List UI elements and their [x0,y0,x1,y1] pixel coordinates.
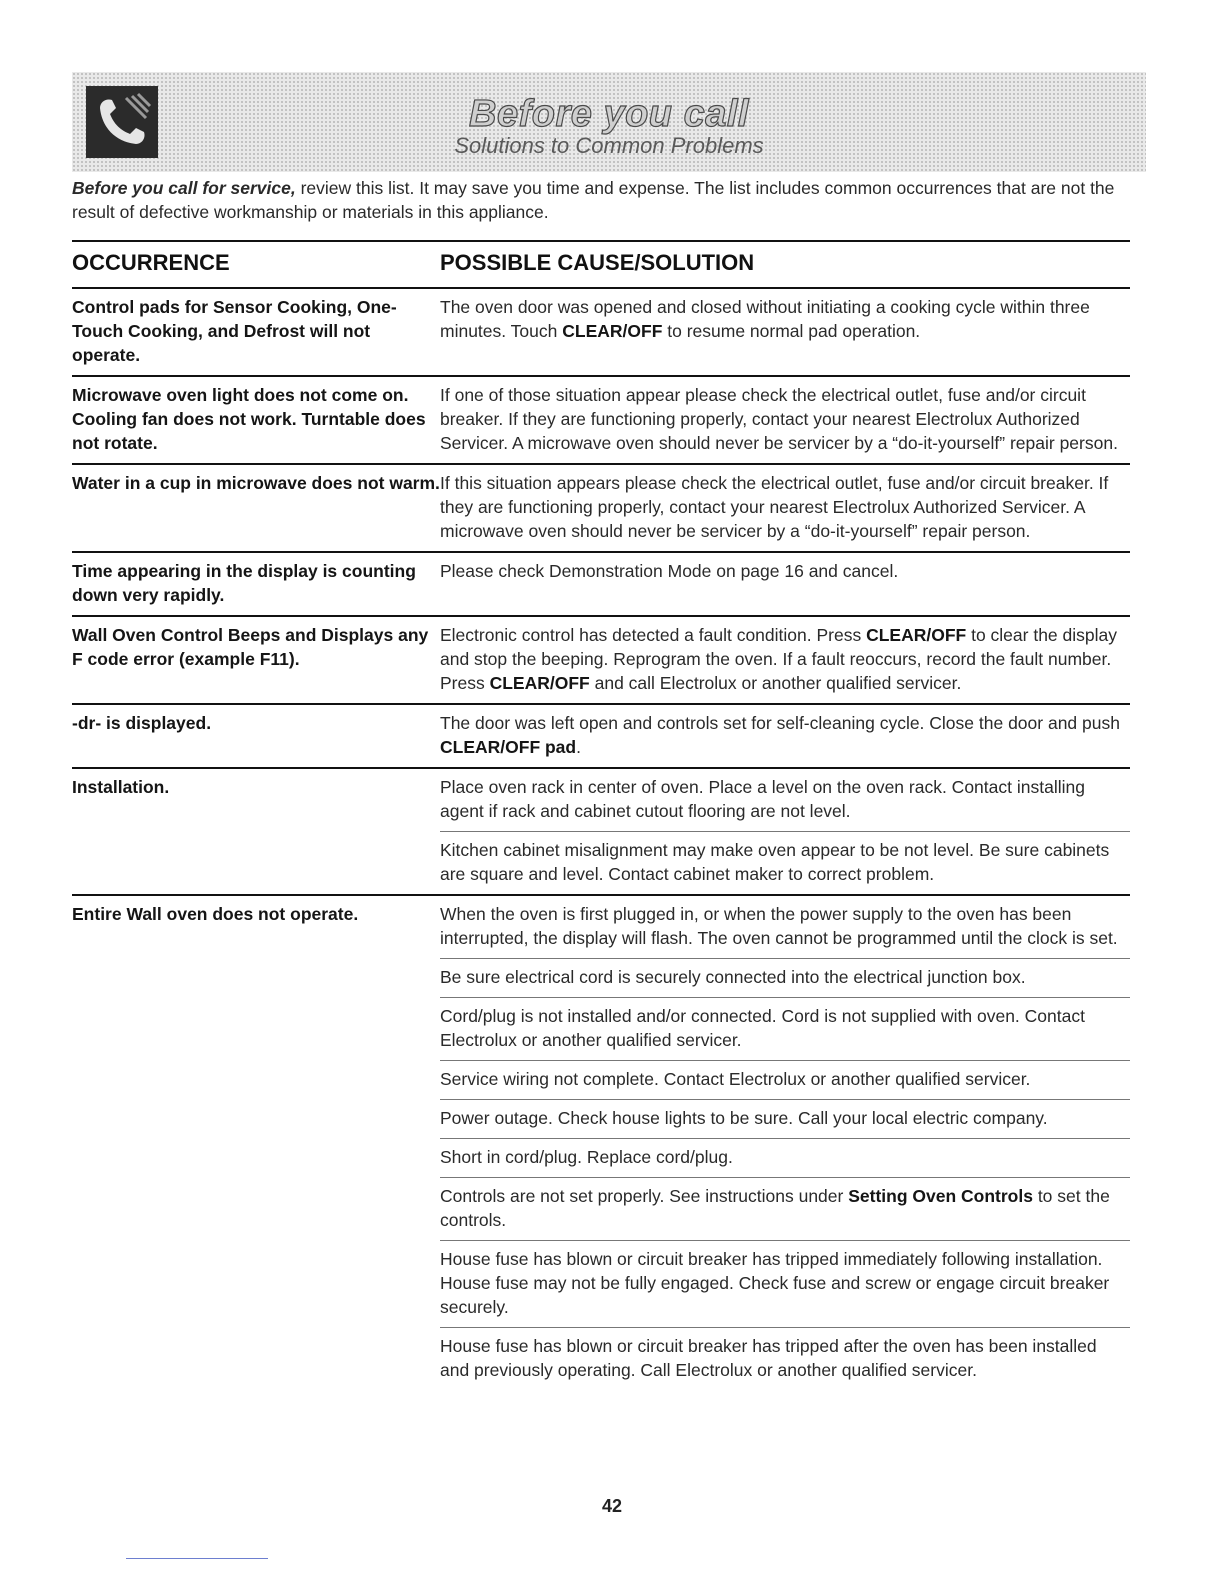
intro-lead: Before you call for service, [72,178,296,198]
solution-text: The door was left open and controls set for self-cleaning cycle. Close the door and push [440,713,1120,733]
solution-item [440,1099,1130,1138]
solution-text: House fuse has blown or circuit breaker has tripped after the oven has been installed and previously operating. Call Electrolux or another qualified servicer. [440,1336,1097,1380]
solution-cell [440,617,1130,703]
column-header-occurrence: OCCURRENCE [72,250,230,275]
solution-text: Short in cord/plug. Replace cord/plug. [440,1147,733,1167]
solution-text: Controls are not set properly. See instructions under [440,1186,849,1206]
occurrence-cell: Microwave oven light does not come on. Cooling fan does not work. Turntable does not rotate. [72,385,426,453]
solution-text: Please check Demonstration Mode on page 16 and cancel. [440,561,899,581]
solution-text: to resume normal pad operation. [662,321,921,341]
solution-item [440,958,1130,997]
table-row [72,553,1130,617]
troubleshooting-table [72,240,1130,1390]
solution-cell [440,769,1130,894]
solution-text: When the oven is first plugged in, or when the power supply to the oven has been interrupted, the display will flash. The oven cannot be programmed until the clock is set. [440,904,1118,948]
page-title: Before you call [469,93,749,135]
table-row [72,617,1130,705]
footer-rule [126,1558,268,1559]
solution-text: House fuse has blown or circuit breaker has tripped immediately following installation. House fuse may not be fully engaged. Check fuse and screw or engage circuit breaker securely. [440,1249,1110,1317]
table-row [72,289,1130,377]
solution-item [440,997,1130,1060]
solution-cell [440,705,1130,767]
solution-item [440,1327,1130,1390]
solution-cell [440,289,1130,375]
solution-text: Service wiring not complete. Contact Electrolux or another qualified servicer. [440,1069,1031,1089]
solution-item [440,1177,1130,1240]
solution-text: Place oven rack in center of oven. Place a level on the oven rack. Contact installing agent if rack and cabinet cutout flooring are not level. [440,777,1085,821]
solution-cell [440,896,1130,1390]
solution-bold: Setting Oven Controls [848,1186,1033,1206]
page-subtitle: Solutions to Common Problems [454,133,764,158]
solution-text: Power outage. Check house lights to be sure. Call your local electric company. [440,1108,1048,1128]
solution-text: Cord/plug is not installed and/or connected. Cord is not supplied with oven. Contact Electrolux or another qualified servicer. [440,1006,1085,1050]
solution-item [440,705,1130,767]
table-row [72,896,1130,1390]
solution-cell [440,553,1130,615]
occurrence-cell: Wall Oven Control Beeps and Displays any F code error (example F11). [72,625,429,669]
table-row [72,465,1130,553]
solution-bold: CLEAR/OFF [562,321,663,341]
solution-cell [440,465,1130,551]
occurrence-cell: Time appearing in the display is counting down very rapidly. [72,561,416,605]
occurrence-cell: Control pads for Sensor Cooking, One-Touch Cooking, and Defrost will not operate. [72,297,397,365]
solution-text: If this situation appears please check the electrical outlet, fuse and/or circuit breaker. If they are functioning properly, contact your nearest Electrolux Authorized Servicer. A microwave oven should never be servicer by a “do-it-yourself” repair person. [440,473,1109,541]
solution-item [440,553,1130,591]
occurrence-cell: Water in a cup in microwave does not warm. [72,473,440,493]
solution-item [440,289,1130,351]
solution-item [440,1138,1130,1177]
solution-item [440,1060,1130,1099]
solution-bold: CLEAR/OFF [489,673,590,693]
page-number: 42 [601,1496,623,1516]
solution-item [440,465,1130,551]
intro-paragraph [72,176,1152,224]
solution-item [440,377,1130,463]
table-row [72,705,1130,769]
occurrence-cell: -dr- is displayed. [72,713,212,733]
table-row [72,769,1130,896]
table-row [72,377,1130,465]
solution-text: to clear the display and stop the beeping. Reprogram the oven. If a fault reoccurs, record the fault number. Press [440,625,1117,693]
solution-item [440,769,1130,831]
table-header [72,240,1130,289]
solution-text: The oven door was opened and closed without initiating a cooking cycle within three minutes. Touch [440,297,1090,341]
solution-text: and call Electrolux or another qualified servicer. [589,673,962,693]
intro-text: review this list. It may save you time and expense. The list includes common occurrences that are not the result of defective workmanship or materials in this appliance. [72,178,1115,222]
solution-text: Be sure electrical cord is securely connected into the electrical junction box. [440,967,1026,987]
header-banner [72,72,1146,172]
solution-item [440,831,1130,894]
solution-bold: CLEAR/OFF pad [440,737,577,757]
solution-item [440,1240,1130,1327]
solution-text: Electronic control has detected a fault condition. Press [440,625,867,645]
occurrence-cell: Installation. [72,777,170,797]
solution-text: . [576,737,581,757]
occurrence-cell: Entire Wall oven does not operate. [72,904,359,924]
solution-text: to set the controls. [440,1186,1110,1230]
solution-bold: CLEAR/OFF [866,625,967,645]
solution-item [440,617,1130,703]
solution-text: Kitchen cabinet misalignment may make oven appear to be not level. Be sure cabinets are square and level. Contact cabinet maker to correct problem. [440,840,1110,884]
column-header-solution: POSSIBLE CAUSE/SOLUTION [440,250,755,275]
solution-text: If one of those situation appear please check the electrical outlet, fuse and/or circuit breaker. If they are functioning properly, contact your nearest Electrolux Authorized Servicer. A microwave oven should never be servicer by a “do-it-yourself” repair person. [440,385,1118,453]
solution-cell [440,377,1130,463]
solution-item [440,896,1130,958]
